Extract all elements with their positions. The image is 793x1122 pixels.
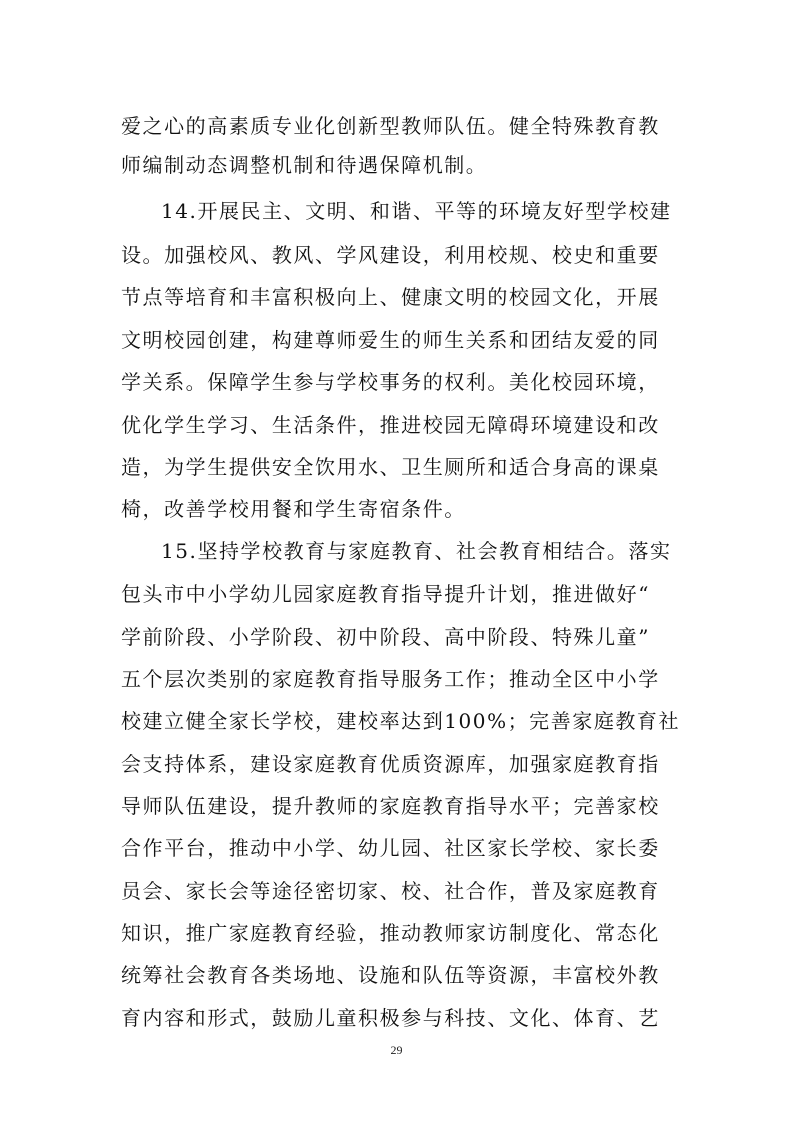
text-line: 学关系。保障学生参与学校事务的权利。美化校园环境， <box>121 370 660 394</box>
text-line: 设。加强校风、教风、学风建设，利用校规、校史和重要 <box>121 243 660 267</box>
text-line: 合作平台，推动中小学、幼儿园、社区家长学校、家长委 <box>121 836 660 860</box>
page-number: 29 <box>390 1043 403 1057</box>
text-line: 包头市中小学幼儿园家庭教育指导提升计划，推进做好“ <box>121 582 650 606</box>
text-line: 师编制动态调整机制和待遇保障机制。 <box>121 153 488 177</box>
text-line: 育内容和形式，鼓励儿童积极参与科技、文化、体育、艺 <box>121 1006 660 1030</box>
text-line: 五个层次类别的家庭教育指导服务工作；推动全区中小学 <box>121 667 660 691</box>
text-line: 造，为学生提供安全饮用水、卫生厕所和适合身高的课桌 <box>121 455 660 479</box>
paragraph-14-first-line: 14.开展民主、文明、和谐、平等的环境友好型学校建 <box>161 199 672 223</box>
text-line: 文明校园创建，构建尊师爱生的师生关系和团结友爱的同 <box>121 328 660 352</box>
text-line: 椅，改善学校用餐和学生寄宿条件。 <box>121 497 466 521</box>
text-line: 节点等培育和丰富积极向上、健康文明的校园文化，开展 <box>121 285 660 309</box>
text-line: 员会、家长会等途径密切家、校、社合作，普及家庭教育 <box>121 879 660 903</box>
text-line: 知识，推广家庭教育经验，推动教师家访制度化、常态化 <box>121 921 660 945</box>
text-line: 学前阶段、小学阶段、初中阶段、高中阶段、特殊儿童” <box>121 625 650 649</box>
text-line: 统筹社会教育各类场地、设施和队伍等资源，丰富校外教 <box>121 963 660 987</box>
text-line: 爱之心的高素质专业化创新型教师队伍。健全特殊教育教 <box>121 114 660 138</box>
text-line: 校建立健全家长学校，建校率达到100%；完善家庭教育社 <box>121 709 681 733</box>
text-line: 会支持体系，建设家庭教育优质资源库，加强家庭教育指 <box>121 752 660 776</box>
text-line: 优化学生学习、生活条件，推进校园无障碍环境建设和改 <box>121 413 660 437</box>
paragraph-15-first-line: 15.坚持学校教育与家庭教育、社会教育相结合。落实 <box>161 539 672 563</box>
text-line: 导师队伍建设，提升教师的家庭教育指导水平；完善家校 <box>121 794 660 818</box>
